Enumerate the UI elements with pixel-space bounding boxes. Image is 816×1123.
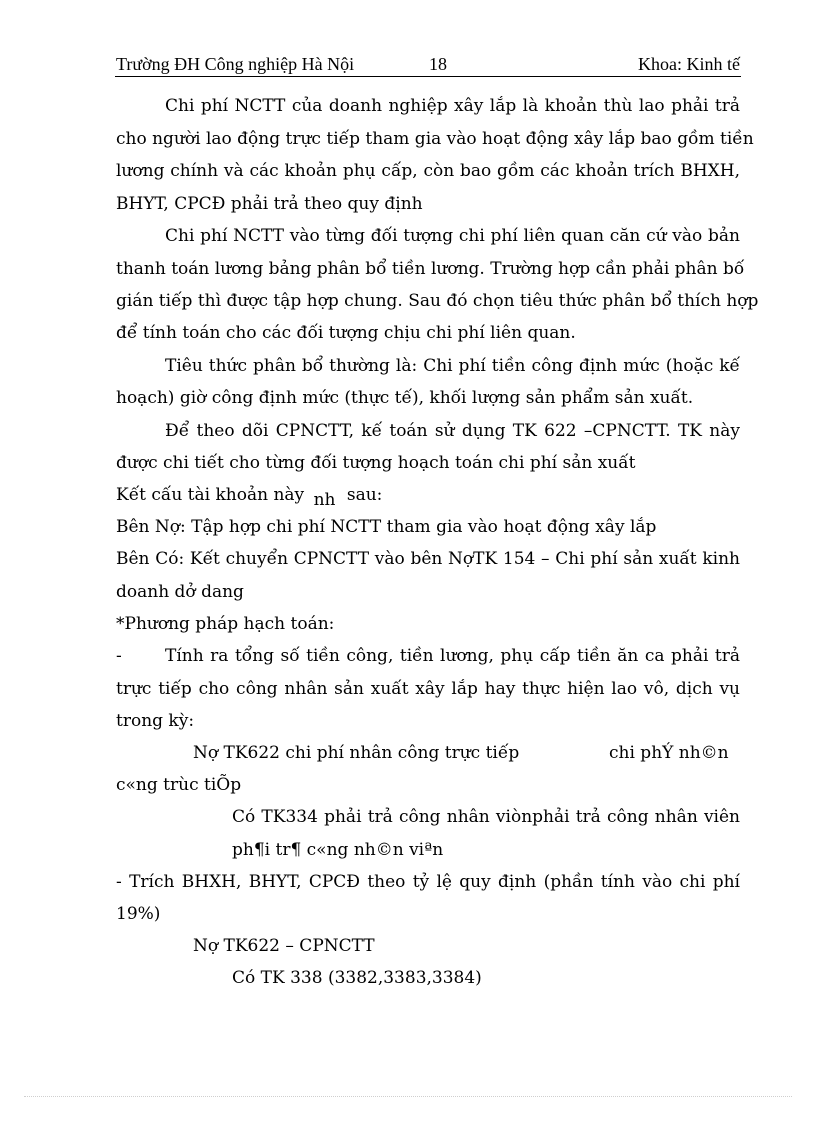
credit-line-2: doanh dở dang — [116, 582, 244, 602]
header-rule — [115, 76, 741, 77]
header-page-number: 18 — [429, 54, 447, 74]
bullet-line-1: Tính ra tổng số tiền công, tiền lương, phụ cấp tiền ăn ca phải trả — [165, 646, 740, 666]
bullet-line-3: trong kỳ: — [116, 711, 195, 731]
p1-line-2: cho người lao động trực tiếp tham gia vào hoạt động xây lắp bao gồm tiền — [116, 129, 754, 149]
trich-line-1: - Trích BHXH, BHYT, CPCĐ theo tỷ lệ quy định (phần tính vào chi phí — [116, 872, 740, 892]
entry-debit-622-garbled: chi phÝ nh©n — [609, 743, 729, 763]
p3-line-2: hoạch) giờ công định mức (thực tế), khối lượng sản phẩm sản xuất. — [116, 388, 694, 408]
p3-line-1: Tiêu thức phân bổ thường là: Chi phí tiền công định mức (hoặc kế — [165, 356, 740, 376]
entry-credit-338: Có TK 338 (3382,3383,3384) — [232, 968, 482, 988]
entry-credit-334-cont: ph¶i tr¶ c«ng nh©n viªn — [232, 840, 444, 860]
method-heading: *Phương pháp hạch toán: — [116, 614, 335, 634]
p2-line-2: thanh toán lương bảng phân bổ tiền lương. Trường hợp cần phải phân bố — [116, 259, 745, 279]
page-bottom-divider — [24, 1096, 792, 1097]
bullet-line-2: trực tiếp cho công nhân sản xuất xây lắp hay thực hiện lao vô, dịch vụ — [116, 679, 740, 699]
page-header — [116, 54, 740, 76]
p1-line-3: lương chính và các khoản phụ cấp, còn bao gồm các khoản trích BHXH, — [116, 161, 740, 181]
structure-fragment: nh — [313, 490, 336, 510]
header-school: Trường ĐH Công nghiệp Hà Nội — [116, 54, 355, 74]
p1-line-4: BHYT, CPCĐ phải trả theo quy định — [116, 194, 423, 214]
structure-text-end: sau: — [346, 485, 383, 505]
structure-line — [116, 485, 383, 510]
entry-debit-622-cpnctt: Nợ TK622 – CPNCTT — [193, 936, 375, 956]
p2-line-1: Chi phí NCTT vào từng đối tượng chi phí liên quan căn cứ vào bản — [165, 226, 740, 246]
header-faculty: Khoa: Kinh tế — [638, 54, 740, 74]
trich-line-2: 19%) — [116, 904, 161, 924]
p2-line-4: để tính toán cho các đối tượng chịu chi phí liên quan. — [116, 323, 576, 343]
entry-debit-622: Nợ TK622 chi phí nhân công trực tiếp — [193, 743, 520, 763]
structure-text: Kết cấu tài khoản này — [116, 485, 305, 505]
p1-line-1: Chi phí NCTT của doanh nghiệp xây lắp là khoản thù lao phải trả — [165, 96, 740, 116]
bullet-dash: - — [116, 646, 122, 666]
p4-line-1: Để theo dõi CPNCTT, kế toán sử dụng TK 622 –CPNCTT. TK này — [165, 421, 740, 441]
entry-credit-334: Có TK334 phải trả công nhân viònphải trả công nhân viên — [232, 807, 740, 827]
debit-line: Bên Nợ: Tập hợp chi phí NCTT tham gia vào hoạt động xây lắp — [116, 517, 657, 537]
entry-debit-622-cont: c«ng trùc tiÕp — [116, 775, 242, 795]
credit-line-1: Bên Có: Kết chuyển CPNCTT vào bên NợTK 154 – Chi phí sản xuất kinh — [116, 549, 740, 569]
p4-line-2: được chi tiết cho từng đối tượng hoạch toán chi phí sản xuất — [116, 453, 636, 473]
p2-line-3: gián tiếp thì được tập hợp chung. Sau đó chọn tiêu thức phân bổ thích hợp — [116, 291, 759, 311]
